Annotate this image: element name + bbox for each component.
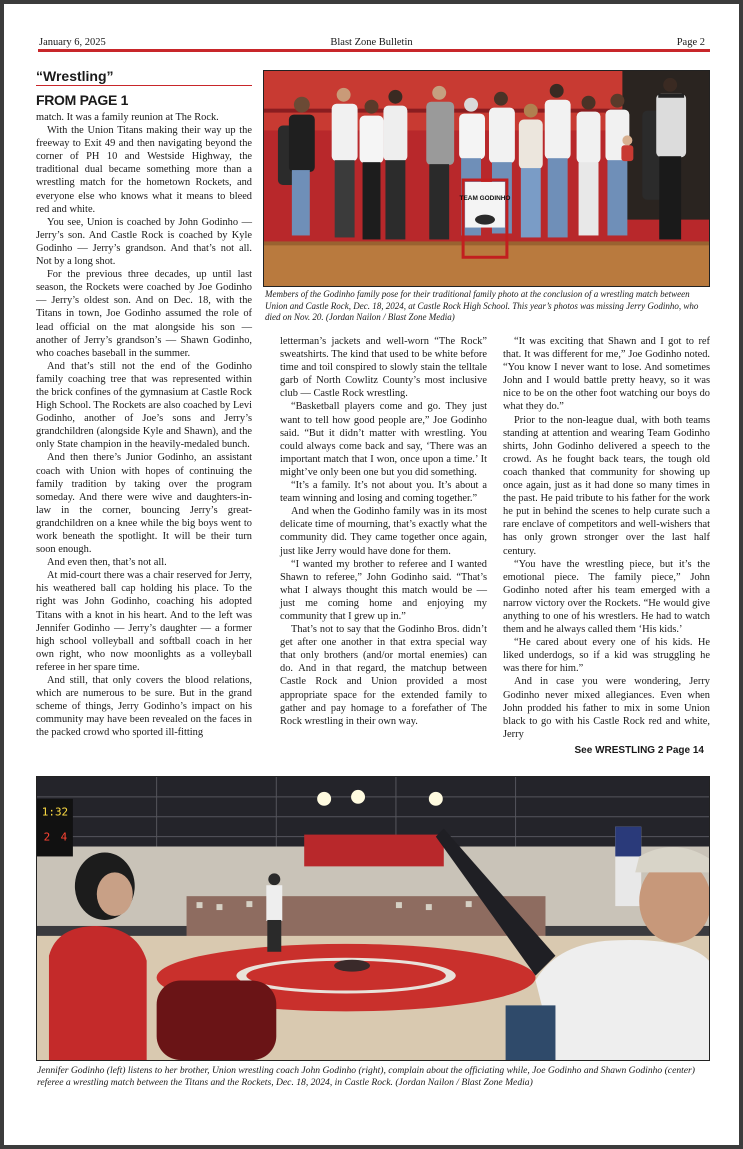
paragraph: And even then, that’s not all. (47, 557, 167, 569)
family-photo-caption: Members of the Godinho family pose for their traditional family photo at the conclusion of a wrestling match between Union and Castle Rock, Dec. 18, 2024, at Castle Rock High School. This year’s photos was missing Jerry Godinho, who died on Nov. 20. (Jordan Nailon / Blast Zone Media) (265, 289, 699, 322)
paragraph: “Basketball players come and go. They just want to tell how good people are,” Joe Godinho said. “But it didn’t matter with wrestling. You could always come back and say, ‘There was an important match that I won, once upon a time.’ It might’ve only been one but you did something. (280, 401, 487, 478)
article-column-3 (503, 335, 710, 741)
paragraph: For the previous three decades, up until last season, the Rockets were coached by Joe Godinho — Jerry’s oldest son. And on Dec. 18, with the Titans in town, Joe Godinho assumed the role of lead official on the mat alongside his son — another of Jerry’s grandson’s — Shawn Godinho, who coaches baseball in the summer. (36, 269, 252, 359)
article-kicker: “Wrestling” (36, 68, 114, 84)
gym-photo-image (37, 777, 709, 1060)
paragraph: And then there’s Junior Godinho, an assistant coach with Union with hopes of continuing the family tradition by taking over the program someday. And there were wive and daughters-in-law in the corner, bouncing Jerry’s great-grandchildren on a knee while the big boys went to work beneath the spotlight. It will be their turn soon enough. (36, 452, 252, 556)
jump-headline: FROM PAGE 1 (36, 92, 129, 108)
paragraph: “You have the wrestling piece, but it’s the emotional piece. The family piece,” John Godinho noted after his team emerged with a narrow victory over the Rockets. “He would give anything to one of his wrestlers. He had to watch them and he always called them ‘His kids.’ (503, 558, 710, 636)
paragraph: You see, Union is coached by John Godinho — Jerry’s son. And Castle Rock is coached by Kyle Godinho — Jerry’s grandson. And that’s not all. Not by a long shot. (36, 216, 252, 268)
scoreboard-home-score: 2 (43, 830, 51, 844)
paragraph: “It’s a family. It’s not about you. It’s about a team winning and losing and coming together.” (280, 480, 487, 505)
paragraph: That’s not to say that the Godinho Bros. didn’t get after one another in that extra special way that only brothers (and/or mortal enemies) can do. And in that regard, the matchup between Castle Rock and Union provided a most appropriate space for the extended family to gather and pay homage to a forefather of The Rock wrestling in their own way. (280, 624, 487, 727)
shirt-lettering: TEAM GODINHO (459, 194, 511, 202)
paragraph: letterman’s jackets and well-worn “The Rock” sweatshirts. The kind that used to be white before time and toil conspired to slowly stain the telltale garb of North Cowlitz County’s most inclusive club — Castle Rock wrestling. (280, 336, 487, 400)
paragraph: And when the Godinho family was in its most delicate time of mourning, that’s exactly what the community did. They came together once again, just like Jerry would have done for them. (280, 506, 487, 557)
paragraph: At mid-court there was a chair reserved for Jerry, his weathered ball cap holding his place. To the right was John Godinho, coaching his adopted Titans with a knot in his heart. And to the left was Jennifer Godinho — Jerry’s daughter — a former high school volleyball and softball coach in her own right, who now moonlights as a volleyball referee in her spare time. (36, 570, 252, 673)
family-photo-image (264, 71, 709, 286)
paragraph: “He cared about every one of his kids. He liked underdogs, so if a kid was struggling he was there for him.” (503, 637, 710, 675)
family-photo (263, 70, 710, 287)
paragraph: Prior to the non-league dual, with both teams standing at attention and wearing Team Godinho shirts, John Godinho delivered a speech to the crowd. As he fought back tears, the tough old coach thanked that community for showing up once again, just as it had done so many times in the past. He paid tribute to his father for the work he put in behind the scenes to help curate such a rare enclave of competitors and well-wishers that has only grown stronger over the last half century. (503, 414, 710, 557)
gym-photo (36, 776, 710, 1061)
paragraph: “I wanted my brother to referee and I wanted Shawn to referee,” John Godinho said. “That’s what I always thought this match would be — just me coming home and enjoying my community that I grew up in.” (280, 558, 487, 622)
issue-date: January 6, 2025 (39, 37, 106, 48)
gym-photo-caption: Jennifer Godinho (left) listens to her brother, Union wrestling coach John Godinho (right), complain about the officiating while, Joe Godinho and Shawn Godinho (center) referee a wrestling match between the Titans and the Rockets, Dec. 18, 2024, in Castle Rock. (Jordan Nailon / Blast Zone Media) (37, 1065, 695, 1089)
paragraph: And still, that only covers the blood relations, which are numerous to be sure. But in the grand scheme of things, Jerry Godinho’s impact on his community may have been revealed on the faces in the packed crowd who sported ill-fitting (36, 675, 252, 739)
newspaper-page (4, 4, 739, 1145)
paragraph: And in case you were wondering, Jerry Godinho never mixed allegiances. Even when John prodded his father to mix in some Union black to go with his Castle Rock red and white, Jerry (503, 676, 710, 740)
page-number: Page 2 (676, 37, 705, 48)
paragraph: With the Union Titans making their way up the freeway to Exit 49 and then navigating beyond the corner of PH 10 and Westside Highway, the traditional dual became something more than a wrestling match for the hometown Rockets, and everyone else who knows what it means to bleed red and white. (36, 125, 252, 215)
article-column-2 (280, 335, 487, 728)
publication-title: Blast Zone Bulletin (330, 37, 413, 48)
scoreboard-away-score: 4 (60, 830, 68, 844)
paragraph: And that’s still not the end of the Godinho family coaching tree that was represented within the brick confines of the gymnasium at Castle Rock High School. The Rockets are also coached by Levi Godinho, another of Joe’s sons and Jerry’s grandchildren (alongside Kyle and Shawn), and the only State champion in the heavily-medaled bunch. (36, 360, 252, 451)
paragraph: “It was exciting that Shawn and I got to ref that. It was different for me,” Joe Godinho noted. “You know I never want to lose. And sometimes John and I would battle pretty heavy, so it was nice to be on the other foot watching our boys do what they do.” (503, 336, 710, 413)
paragraph: match. It was a family reunion at The Rock. (36, 112, 219, 123)
kicker-rule (36, 85, 252, 86)
header-rule (38, 49, 710, 52)
scoreboard-clock: 1:32 (41, 805, 69, 819)
continued-on-jump: See WRESTLING 2 Page 14 (574, 745, 704, 756)
article-column-1 (36, 111, 252, 740)
